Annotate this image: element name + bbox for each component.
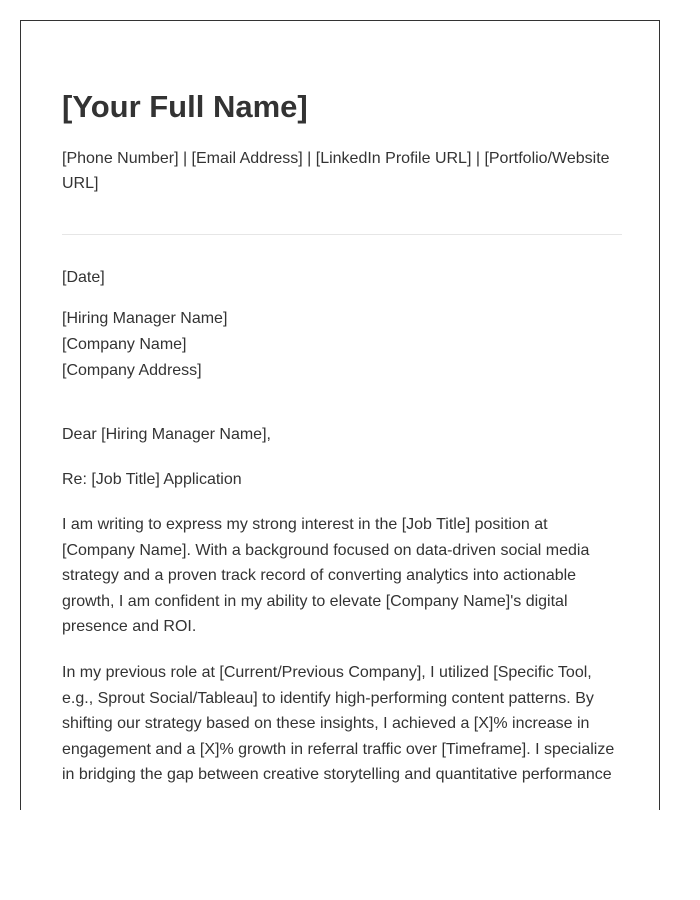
salutation: Dear [Hiring Manager Name], <box>62 426 271 443</box>
body-paragraph-1: I am writing to express my strong interest in the [Job Title] position at [Company Name]. With a background focused on data-driven social media strategy and a proven track record of converting analytics into actionable growth, I am confident in my ability to elevate [Company Name]'s digital presence and ROI. <box>62 516 590 636</box>
divider <box>62 234 622 235</box>
contact-line: [Phone Number] | [Email Address] | [LinkedIn Profile URL] | [Portfolio/Website URL] <box>62 150 610 192</box>
document-page <box>20 20 660 810</box>
applicant-name: [Your Full Name] <box>62 89 308 124</box>
recipient-address: [Company Address] <box>62 362 202 379</box>
body-paragraph-2: In my previous role at [Current/Previous Company], I utilized [Specific Tool, e.g., Sprout Social/Tableau] to identify high-performing content patterns. By shifting our strategy based on these insights, I achieved a [X]% increase in engagement and a [X]% growth in referral traffic over [Timeframe]. I specialize in bridging the gap between creative storytelling and quantitative performance <box>62 663 615 784</box>
letter-date: [Date] <box>62 269 105 286</box>
recipient-company: [Company Name] <box>62 336 187 353</box>
letter-content <box>62 87 622 788</box>
recipient-hiring-manager: [Hiring Manager Name] <box>62 310 228 327</box>
subject-line: Re: [Job Title] Application <box>62 471 242 488</box>
recipient-block <box>62 306 622 384</box>
